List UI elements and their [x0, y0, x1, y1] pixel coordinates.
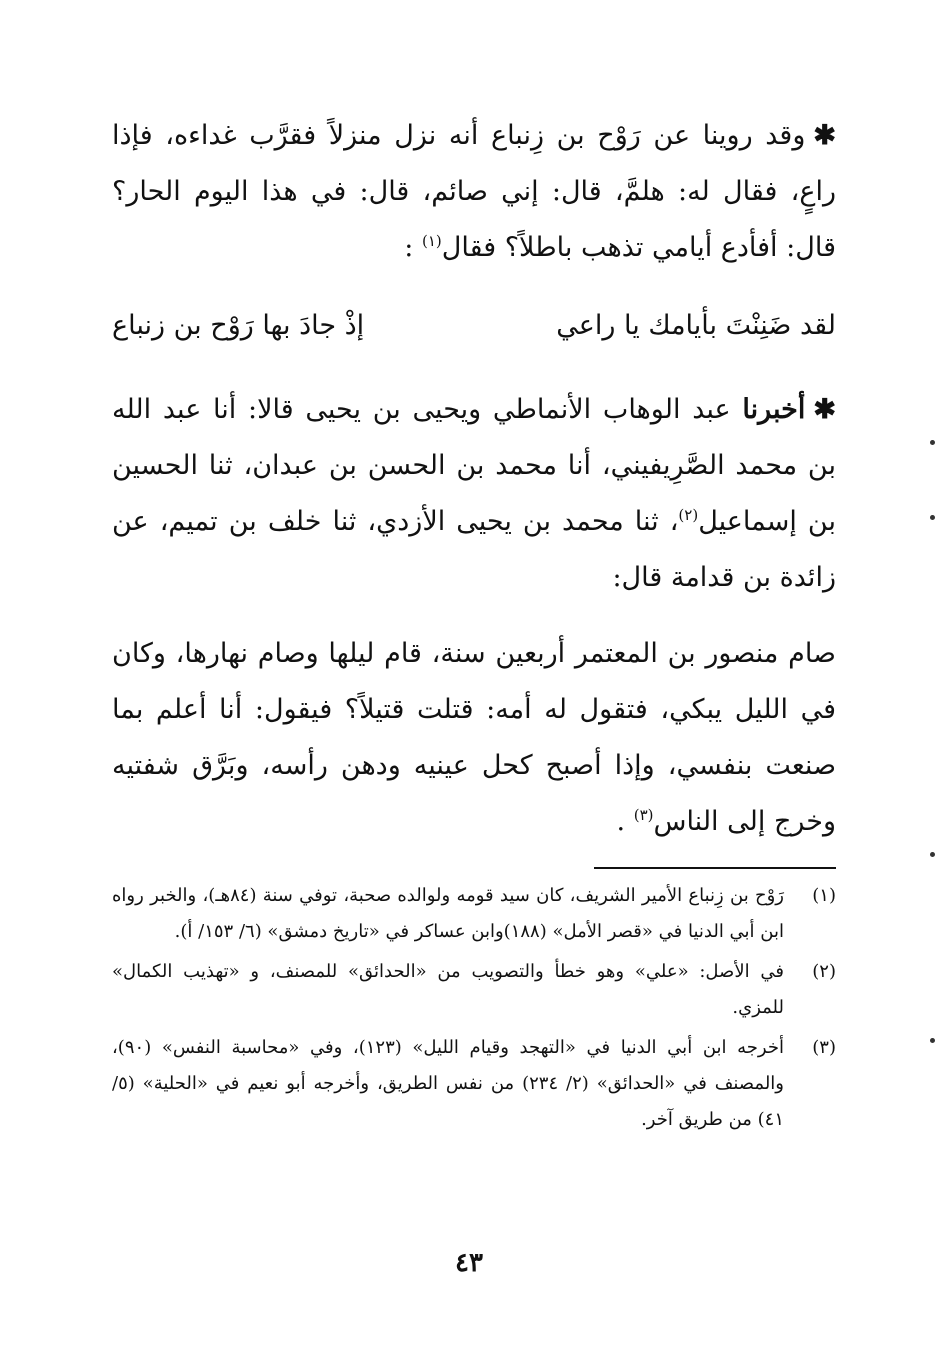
footnote-text: أخرجه ابن أبي الدنيا في «التهجد وقيام الليل» (١٢٣)، وفي «محاسبة النفس» (٩٠)، والمصنف في «الحدائق» (٢/ ٢٣٤) من نفس الطريق، وأخرجه أبو نعيم في «الحلية» (٥/ ٤١) من طريق آخر. — [112, 1037, 784, 1130]
paragraph3-text: صام منصور بن المعتمر أربعين سنة، قام ليلها وصام نهارها، وكان في الليل يبكي، فتقول له أمه: قتلت قتيلاً؟ فيقول: أنا أعلم بما صنعت بنفسي، وإذا أصبح كحل عينيه ودهن رأسه، وبَرَّق شفتيه وخرج إلى الناس — [112, 638, 836, 837]
footnote-2 — [112, 954, 836, 1026]
page-number: ٤٣ — [455, 1248, 483, 1278]
verse-first-hemistich: لقد ضَنِنْتَ بأيامك يا راعي — [556, 310, 836, 341]
scan-speck — [930, 515, 935, 520]
footnote-ref-3[interactable]: (٣) — [633, 806, 654, 824]
paragraph3-period: . — [616, 806, 626, 837]
paragraph2-lead-word: أخبرنا — [742, 394, 806, 425]
paragraph1-text: وقد روينا عن رَوْح بن زِنباع أنه نزل منزلاً فقرَّب غداءه، فإذا راعٍ، فقال له: هلمَّ، قال: إني صائم، قال: في هذا اليوم الحار؟ قال: أفأدع أيامي تذهب باطلاً؟ فقال — [112, 120, 836, 263]
footnote-3 — [112, 1030, 836, 1138]
scan-speck — [930, 852, 935, 857]
paragraph2-text-b: ، ثنا محمد بن يحيى الأزدي، ثنا خلف بن تميم، عن زائدة بن قدامة قال: — [112, 506, 836, 593]
footnote-number: (٢) — [812, 961, 836, 982]
footnote-number: (١) — [812, 885, 836, 906]
scan-speck — [930, 440, 935, 445]
paragraph-mansur — [112, 626, 836, 850]
paragraph-isnad — [112, 382, 836, 606]
asterisk-icon: ✱ — [813, 394, 836, 425]
footnote-text: في الأصل: «علي» وهو خطأ والتصويب من «الحدائق» للمصنف، و «تهذيب الكمال» للمزي. — [112, 961, 784, 1018]
footnote-1 — [112, 878, 836, 950]
footnote-ref-2[interactable]: (٢) — [678, 506, 699, 524]
footnote-number: (٣) — [812, 1037, 836, 1058]
footnotes — [112, 878, 836, 1142]
verse-second-hemistich: إذْ جادَ بها رَوْح بن زنباع — [112, 310, 365, 341]
paragraph-rawh-bin-zinba — [112, 108, 836, 276]
paragraph1-colon: : — [404, 232, 414, 263]
footnote-separator — [594, 867, 836, 869]
footnote-text: رَوْح بن زِنباع الأمير الشريف، كان سيد قومه ولوالده صحبة، توفي سنة (٨٤هـ)، والخبر رواه ابن أبي الدنيا في «قصر الأمل» (١٨٨)وابن عساكر في «تاريخ دمشق» (٦/ ١٥٣/ أ). — [112, 885, 784, 942]
poetry-verse — [112, 298, 836, 354]
scan-speck — [930, 1038, 935, 1043]
footnote-ref-1[interactable]: (١) — [421, 232, 442, 250]
paragraph2-text-a: عبد الوهاب الأنماطي ويحيى بن يحيى قالا: أنا عبد الله بن محمد الصَّرِيفيني، أنا محمد بن الحسن بن عبدان، ثنا الحسين بن إسماعيل — [112, 394, 836, 537]
asterisk-icon: ✱ — [813, 120, 836, 151]
